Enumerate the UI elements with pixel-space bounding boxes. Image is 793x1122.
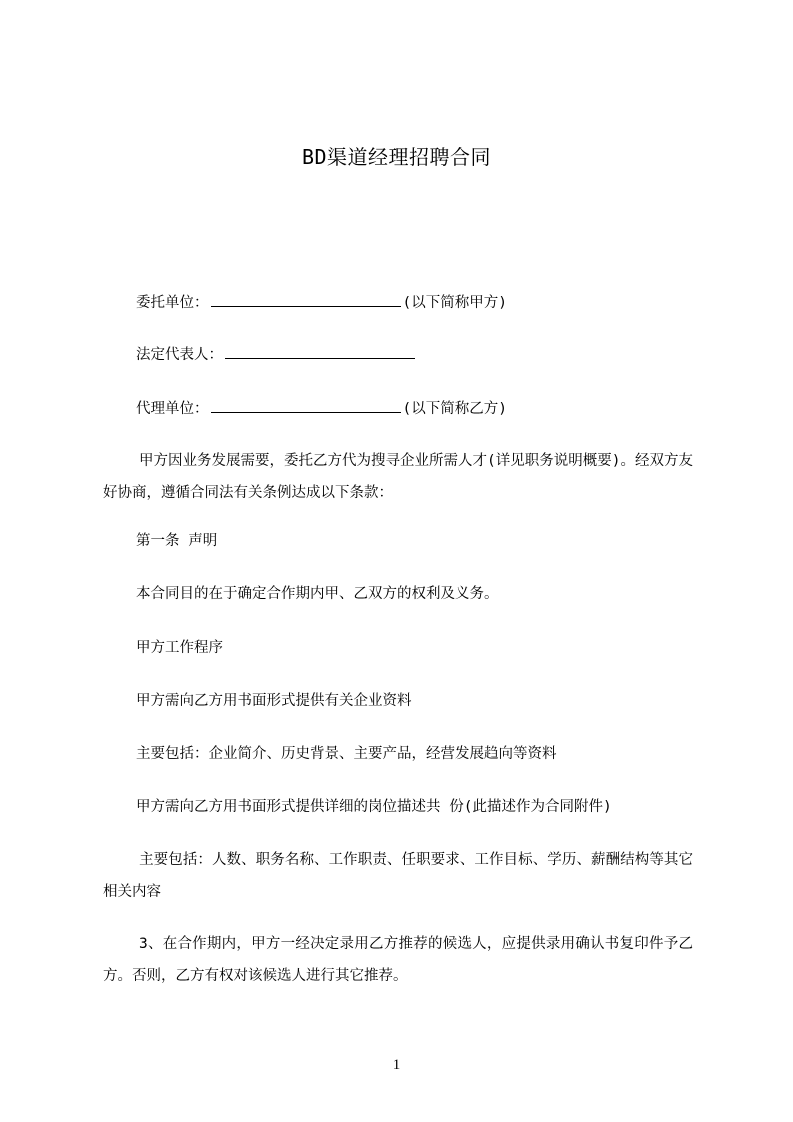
client-label: 委托单位：: [136, 295, 209, 311]
legal-rep-label: 法定代表人：: [136, 347, 223, 363]
procedure-item-1: 甲方需向乙方用书面形式提供有关企业资料: [136, 693, 412, 709]
page-number: 1: [392, 1057, 401, 1073]
procedure-item-3: [103, 928, 693, 992]
legal-rep-blank: [225, 344, 415, 359]
procedure-item-1-detail: 主要包括：企业简介、历史背景、主要产品，经营发展趋向等资料: [136, 746, 557, 762]
agent-suffix: (以下简称乙方): [402, 401, 507, 417]
article-1-text: 本合同目的在于确定合作期内甲、乙双方的权利及义务。: [136, 586, 499, 602]
agent-label: 代理单位：: [136, 401, 209, 417]
intro-paragraph: [103, 445, 693, 509]
procedure-item-2-detail: [103, 844, 693, 908]
client-suffix: (以下简称甲方): [402, 295, 507, 311]
agent-field-line: [136, 398, 507, 419]
agent-blank: [211, 398, 401, 413]
item-2-detail-text: 主要包括：人数、职务名称、工作职责、任职要求、工作目标、学历、薪酬结构等其它相关内容: [103, 852, 693, 900]
procedure-heading: 甲方工作程序: [136, 640, 223, 656]
legal-rep-field-line: [136, 344, 415, 365]
client-blank: [211, 292, 401, 307]
document-title: BD渠道经理招聘合同: [301, 145, 492, 169]
client-field-line: [136, 292, 507, 313]
procedure-item-2: 甲方需向乙方用书面形式提供详细的岗位描述共 份(此描述作为合同附件): [136, 799, 612, 815]
article-1-heading: 第一条 声明: [136, 533, 218, 549]
intro-text: 甲方因业务发展需要，委托乙方代为搜寻企业所需人才(详见职务说明概要)。经双方友好协商，遵循合同法有关条例达成以下条款：: [103, 453, 693, 501]
item-3-text: 3、在合作期内，甲方一经决定录用乙方推荐的候选人，应提供录用确认书复印件予乙方。否则，乙方有权对该候选人进行其它推荐。: [103, 936, 693, 984]
